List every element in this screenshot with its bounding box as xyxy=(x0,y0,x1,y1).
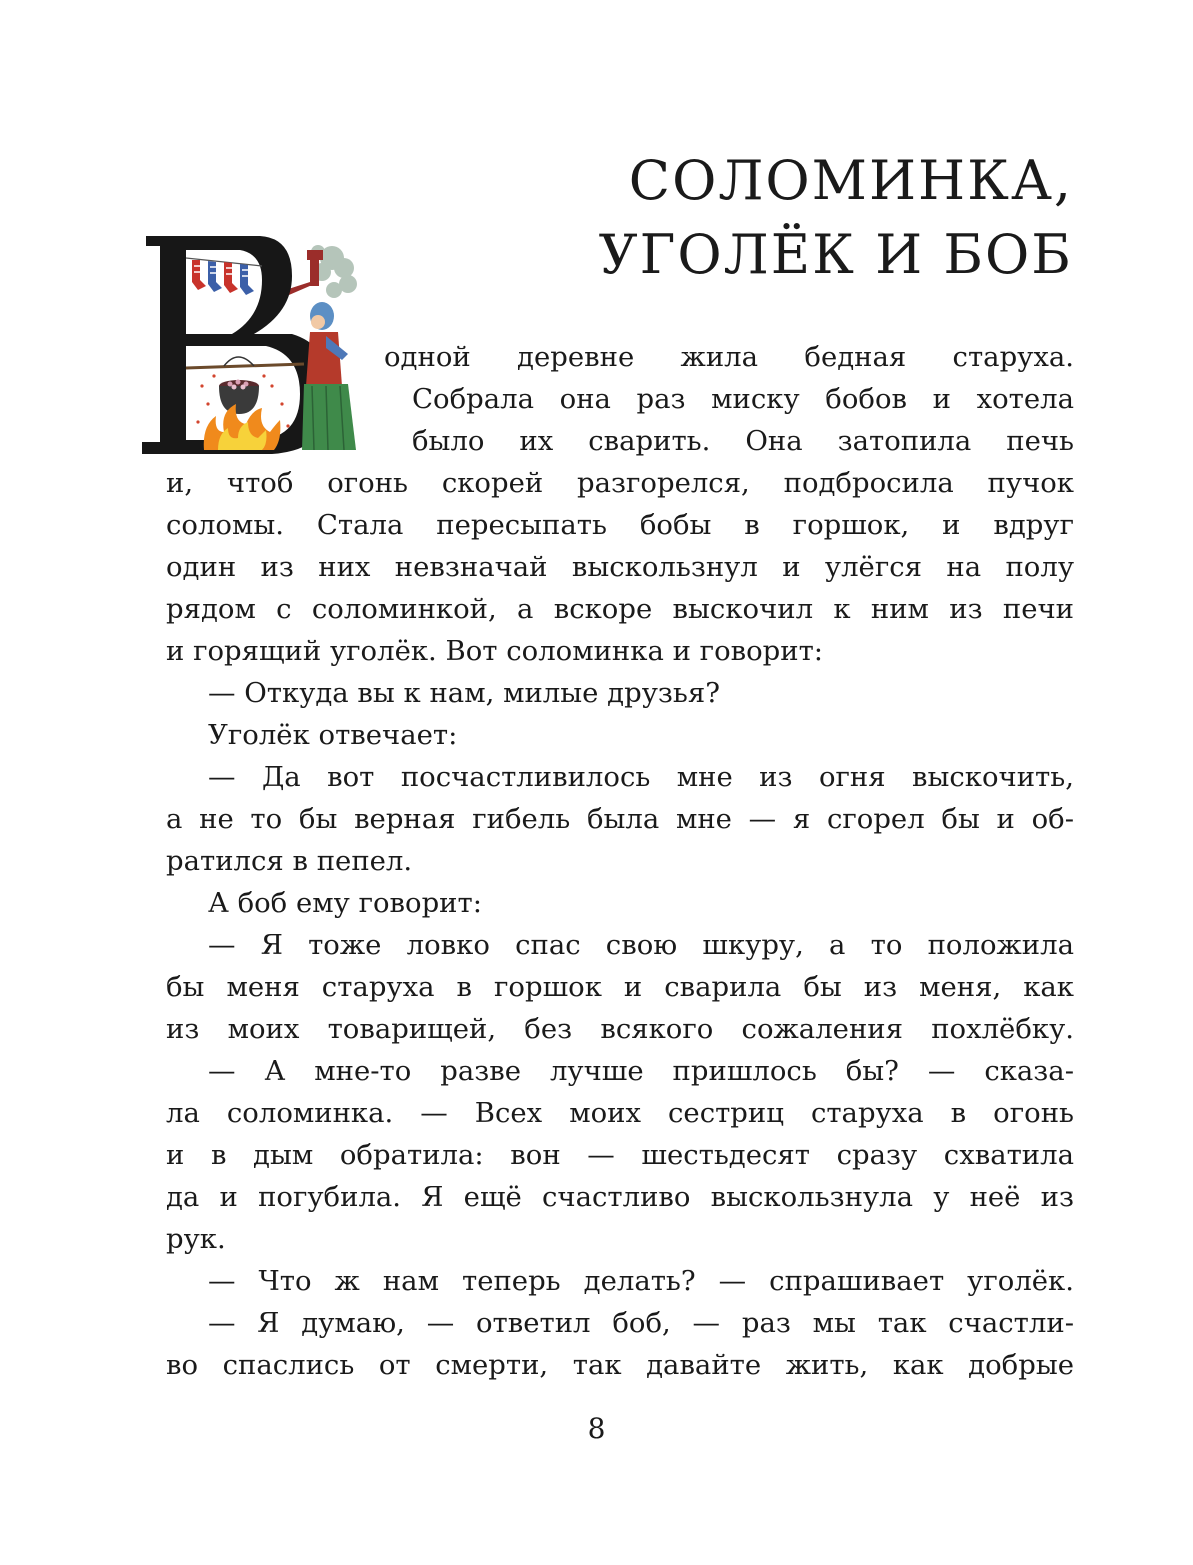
text-line: и, чтоб огонь скорей разгорелся, подбросила пучок xyxy=(166,467,1074,499)
text-line: из моих товарищей, без всякого сожаления похлёбку. xyxy=(166,1013,1074,1045)
text-line: ла соломинка. — Всех моих сестриц старуха в огонь xyxy=(166,1097,1074,1129)
text-line: рук. xyxy=(166,1223,226,1255)
text-line: одной деревне жила бедная старуха. xyxy=(384,341,1074,373)
text-line: один из них невзначай выскользнул и улёгся на полу xyxy=(166,551,1074,583)
text-line: — Я тоже ловко спас свою шкуру, а то положила xyxy=(208,929,1074,961)
page-number: 8 xyxy=(587,1412,606,1445)
story-title xyxy=(599,144,1073,292)
text-line: бы меня старуха в горшок и сварила бы из меня, как xyxy=(166,971,1074,1003)
text-line: — Да вот посчастливилось мне из огня выскочить, xyxy=(208,761,1074,793)
illuminated-dropcap xyxy=(142,236,367,458)
text-line: и горящий уголёк. Вот соломинка и говорит: xyxy=(166,635,824,667)
text-line: — Откуда вы к нам, милые друзья? xyxy=(208,677,720,709)
text-line: а не то бы верная гибель была мне — я сгорел бы и об- xyxy=(166,803,1074,835)
text-line: ратился в пепел. xyxy=(166,845,413,877)
old-woman-icon xyxy=(302,302,356,450)
title-line-1: СОЛОМИНКА, xyxy=(628,149,1073,213)
text-line: Уголёк отвечает: xyxy=(208,719,458,751)
text-line: — Я думаю, — ответил боб, — раз мы так счастли- xyxy=(208,1307,1074,1339)
text-line: да и погубила. Я ещё счастливо выскользнула у неё из xyxy=(166,1181,1074,1213)
text-line: рядом с соломинкой, а вскоре выскочил к ним из печи xyxy=(166,593,1074,625)
text-line: соломы. Стала пересыпать бобы в горшок, и вдруг xyxy=(166,509,1074,541)
text-line: во спаслись от смерти, так давайте жить, как добрые xyxy=(166,1349,1074,1381)
text-line: А боб ему говорит: xyxy=(208,887,482,919)
text-line: Собрала она раз миску бобов и хотела xyxy=(412,383,1074,415)
socks-icon xyxy=(192,260,254,295)
title-line-2: УГОЛЁК И БОБ xyxy=(598,223,1073,287)
text-line: — Что ж нам теперь делать? — спрашивает уголёк. xyxy=(208,1265,1074,1297)
text-line: — А мне-то разве лучше пришлось бы? — сказа- xyxy=(208,1055,1074,1087)
text-line: и в дым обратила: вон — шестьдесят сразу схватила xyxy=(166,1139,1074,1171)
text-line: было их сварить. Она затопила печь xyxy=(412,425,1074,457)
